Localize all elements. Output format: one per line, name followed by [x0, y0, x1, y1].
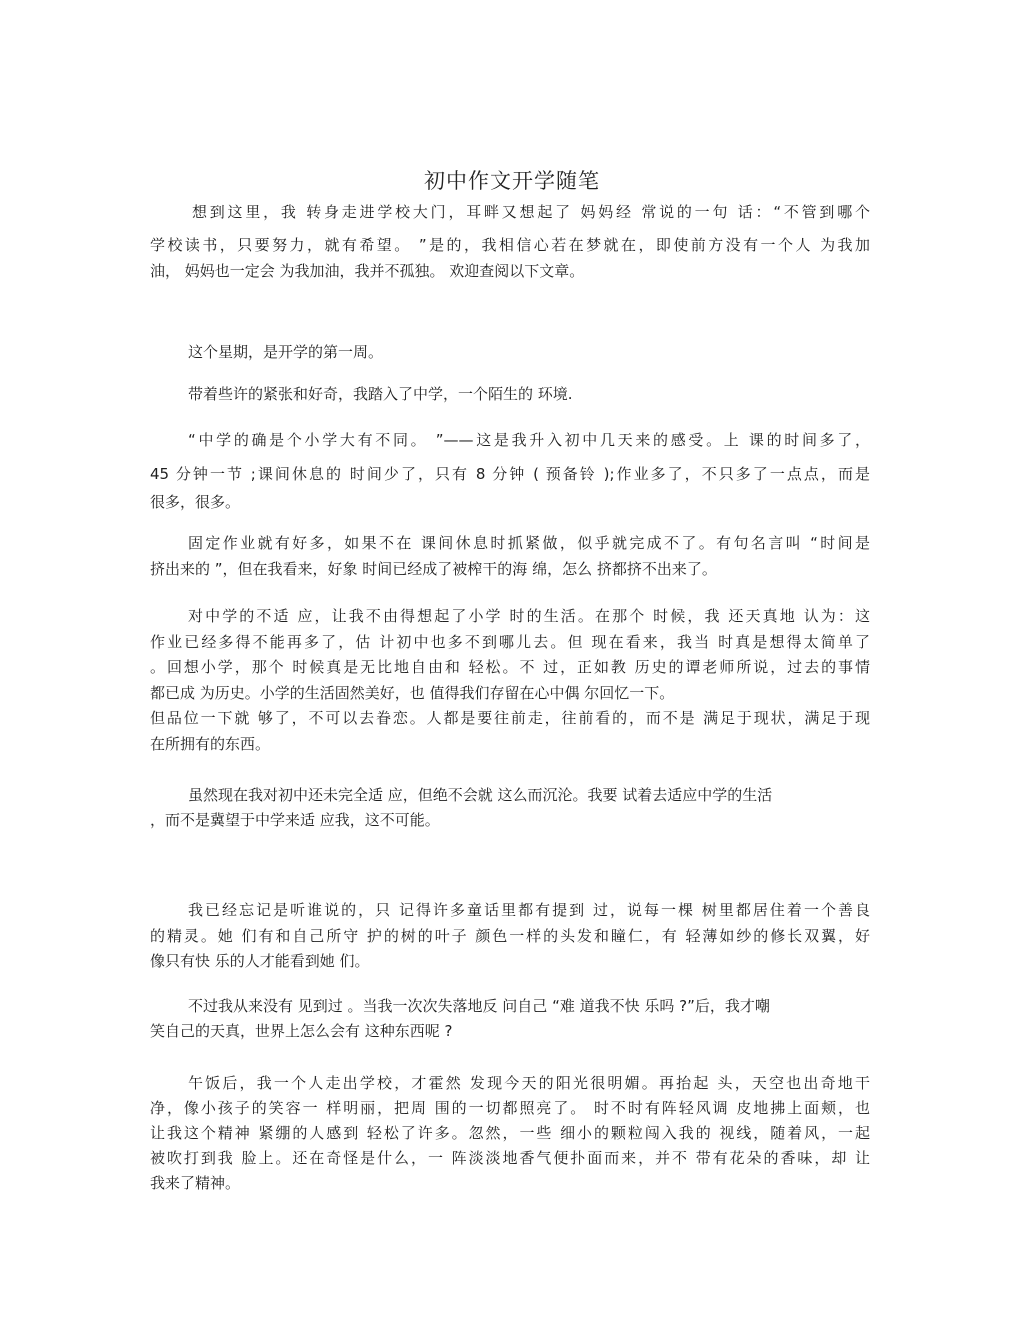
paragraph-line: 油， 妈妈也一定会 为我加油，我并不孤独。 欢迎查阅以下文章。 — [150, 262, 585, 280]
paragraph-line: 午饭后，我一个人走出学校，才霍然 发现今天的阳光很明媚。再抬起 头，天空也出奇地干 — [188, 1074, 870, 1092]
paragraph-line: 都已成 为历史。小学的生活固然美好，也 值得我们存留在心中偶 尔回忆一下。 — [150, 683, 675, 702]
paragraph-line: 的精灵。她 们有和自己所守 护的树的叶子 颜色一样的头发和瞳仁，有 轻薄如纱的修长双翼，好 — [150, 926, 870, 945]
paragraph-line: 作业已经多得不能再多了，估 计初中也多不到哪儿去。但 现在看来，我当 时真是想得太简单了 — [150, 632, 870, 651]
paragraph-line: 在所拥有的东西。 — [150, 734, 271, 753]
paragraph — [150, 994, 870, 1044]
paragraph-line: 不过我从来没有 见到过 。当我一次次失落地反 问自己 “难 道我不快 乐吗 ?”后，我才嘲 — [188, 997, 770, 1015]
paragraph-line: 想到这里，我 转身走进学校大门，耳畔又想起了 妈妈经 常说的一句 话：“不管到哪个 — [192, 203, 870, 221]
paragraph-line: 带着些许的紧张和好奇，我踏入了中学，一个陌生的 环境. — [188, 385, 573, 403]
paragraph — [150, 783, 870, 833]
paragraph-line: 像只有快 乐的人才能看到她 们。 — [150, 952, 370, 970]
paragraph-line: 让我这个精神 紧绷的人感到 轻松了许多。忽然，一些 细小的颗粒闯入我的 视线，随着风，一起 — [150, 1124, 870, 1142]
paragraph-line: 45 分钟一节 ;课间休息的 时间少了，只有 8 分钟 ( 预备铃 );作业多了，不只多了一点点，而是 — [150, 465, 870, 483]
paragraph — [150, 898, 870, 975]
paragraph-line: 净，像小孩子的笑容一 样明丽，把周 围的一切都照亮了。 时不时有阵轻风调 皮地拂上面颊，也 — [150, 1099, 870, 1117]
paragraph-line: 被吹打到我 脸上。还在奇怪是什么，一 阵淡淡地香气便扑面而来，并不 带有花朵的香味，却 让 — [150, 1149, 870, 1167]
paragraph-line: 但品位一下就 够了，不可以去眷恋。人都是要往前走，往前看的，而不是 满足于现状，满足于现 — [150, 709, 870, 727]
paragraph-line: 对中学的不适 应，让我不由得想起了小学 时的生活。在那个 时候，我 还天真地 认为：这 — [188, 607, 870, 625]
paragraph — [150, 426, 870, 516]
paragraph — [150, 530, 870, 582]
paragraph-line: 虽然现在我对初中还未完全适 应，但绝不会就 这么而沉沦。我要 试着去适应中学的生活 — [188, 786, 773, 804]
paragraph-line: 学校读书，只要努力，就有希望。 ”是的，我相信心若在梦就在，即使前方没有一个人 为我加 — [150, 235, 870, 254]
paragraph-line: 我来了精神。 — [150, 1174, 241, 1192]
paragraph-line: 笑自己的天真，世界上怎么会有 这种东西呢 ? — [150, 1022, 453, 1040]
document-title: 初中作文开学随笔 — [424, 169, 600, 193]
paragraph-line: 我已经忘记是听谁说的，只 记得许多童话里都有提到 过，说每一棵 树里都居住着一个善良 — [188, 901, 870, 919]
paragraph-line: 很多，很多。 — [150, 493, 241, 511]
paragraph-line: “中学的确是个小学大有不同。 ”——这是我升入初中几天来的感受。上 课的时间多了， — [188, 431, 870, 449]
paragraph-line: 这个星期，是开学的第一周。 — [188, 343, 384, 361]
paragraph-intro — [150, 196, 870, 288]
paragraph-line: 固定作业就有好多，如果不在 课间休息时抓紧做，似乎就完成不了。有句名言叫 “时间是 — [188, 534, 870, 552]
paragraph — [150, 1071, 870, 1196]
paragraph-line: ，而不是冀望于中学来适 应我，这不可能。 — [150, 811, 440, 829]
paragraph-line: 挤出来的 ”，但在我看来，好象 时间已经成了被榨干的海 绵，怎么 挤都挤不出来了。 — [150, 560, 717, 578]
paragraph — [150, 604, 870, 757]
paragraph-line: 。回想小学，那个 时候真是无比地自由和 轻松。不 过，正如教 历史的谭老师所说，过去的事情 — [150, 658, 870, 676]
